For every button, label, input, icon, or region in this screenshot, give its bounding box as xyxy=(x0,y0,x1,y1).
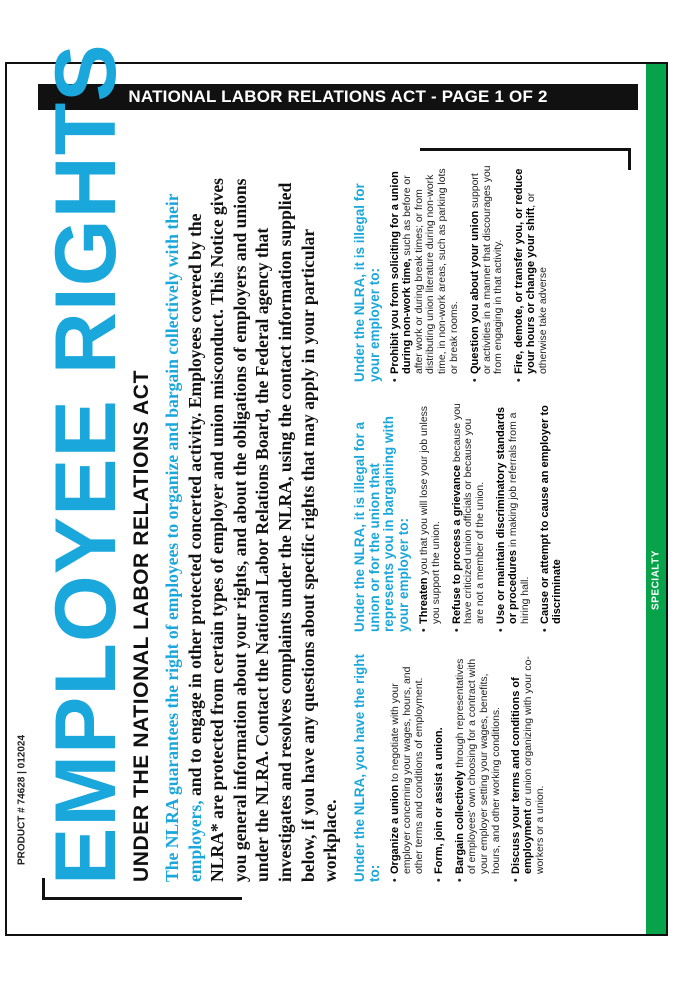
intro-paragraph xyxy=(161,164,342,882)
category-label: SPECIALTY xyxy=(650,550,662,610)
bracket-line xyxy=(628,148,631,170)
poster-title: EMPLOYEE RIGHTS xyxy=(38,43,134,885)
column-heading: Under the NLRA, it is illegal for your employer to: xyxy=(352,183,382,382)
list-item: • Prohibit you from soliciting for a union during non-work time, such as before or after work or during break times; or from distributing union literature during non-work time, in non-work areas, such as parking lots or break rooms. xyxy=(390,162,461,382)
intro-text: and to engage in other protected concerted activity. Employees covered by the NLRA* are protected from certain types of employer and union misconduct. This Notice gives you general information about your rights, and about the obligations of employers and unions under the NLRA. Contact the National Labor Relations Board, the Federal agency that investigates and resolves complaints under the NLRA, using the contact information supplied below, if you have any questions about specific rights that may apply in your particular workplace. xyxy=(184,177,341,882)
list-item: • Bargain collectively through representatives of employees' own choosing for a contract with your employer setting your wages, benefits, hours, and other working conditions. xyxy=(455,652,502,882)
list-item: • Organize a union to negotiate with your employer concerning your wages, hours, and other terms and conditions of employment. xyxy=(390,652,425,882)
union-illegal-column xyxy=(353,402,573,632)
list-item: • Use or maintain discriminatory standards or procedures in making job referrals from a hiring hall. xyxy=(496,402,531,632)
intro-highlight: The NLRA guarantees the right of employees to organize and bargain collectively with their employers, xyxy=(162,193,205,882)
column-heading: Under the NLRA, it is illegal for a union or for the union that represents you in bargaining with your employer to: xyxy=(352,415,411,632)
list-item: • Threaten you that you will lose your job unless you support the union. xyxy=(419,402,443,632)
bracket-line xyxy=(42,897,242,900)
product-code: PRODUCT # 74628 | 012024 xyxy=(16,734,28,866)
list-item: • Discuss your terms and conditions of employment or union organizing with your co-workers or a union. xyxy=(511,652,546,882)
list-item: • Cause or attempt to cause an employer to discriminate xyxy=(540,402,564,632)
column-heading: Under the NLRA, you have the right to: xyxy=(352,653,382,882)
category-strip xyxy=(646,64,666,934)
list-item: • Refuse to process a grievance because you have criticized union officials or because you are not a member of the union. xyxy=(452,402,487,632)
employer-illegal-column xyxy=(353,162,559,382)
list-item: • Form, join or assist a union. xyxy=(434,652,446,882)
page-header: NATIONAL LABOR RELATIONS ACT - PAGE 1 OF 2 xyxy=(38,84,638,110)
bracket-line xyxy=(420,148,631,151)
list-item: • Question you about your union support or activities in a manner that discourages you from engaging in that activity. xyxy=(470,162,505,382)
rights-column xyxy=(353,652,556,882)
list-item: • Fire, demote, or transfer you, or reduce your hours or change your shift, or otherwise take adverse xyxy=(514,162,549,382)
poster-subtitle: UNDER THE NATIONAL LABOR RELATIONS ACT xyxy=(130,369,153,882)
